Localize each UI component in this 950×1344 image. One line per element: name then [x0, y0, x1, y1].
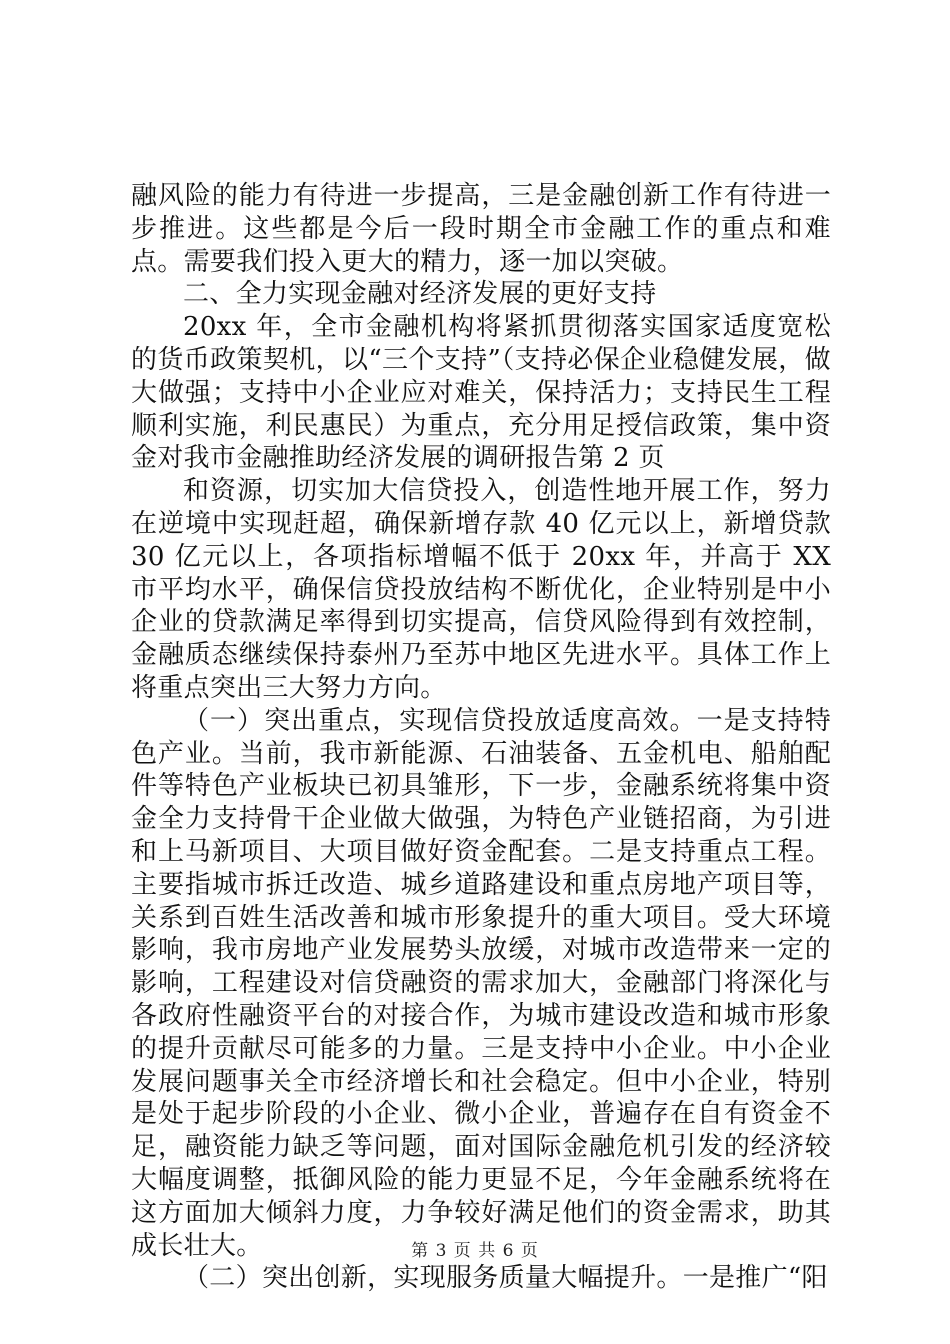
page-footer: 第 3 页 共 6 页	[411, 1241, 539, 1261]
paragraph-key-focus: （一）突出重点，实现信贷投放适度高效。一是支持特色产业。当前，我市新能源、石油装备、五金机电、船舶配件等特色产业板块已初具雏形，下一步，金融系统将集中资金全力支持骨干企业做大做强，为特色产业链招商，为引进和上马新项目、大项目做好资金配套。二是支持重点工程。主要指城市拆迁改造、城乡道路建设和重点房地产项目等，关系到百姓生活改善和城市形象提升的重大项目。受大环境影响，我市房地产业发展势头放缓，对城市改造带来一定的影响，工程建设对信贷融资的需求加大，金融部门将深化与各政府性融资平台的对接合作，为城市建设改造和城市形象的提升贡献尽可能多的力量。三是支持中小企业。中小企业发展问题事关全市经济增长和社会稳定。但中小企业，特别是处于起步阶段的小企业、微小企业，普遍存在自有资金不足，融资能力缺乏等问题，面对国际金融危机引发的经济较大幅度调整，抵御风险的能力更显不足，今年金融系统将在这方面加大倾斜力度，力争较好满足他们的资金需求，助其成长壮大。	[131, 705, 831, 1261]
paragraph-targets: 和资源，切实加大信贷投入，创造性地开展工作，努力在逆境中实现赶超，确保新增存款 40 亿元以上，新增贷款 30 亿元以上，各项指标增幅不低于 20xx 年，并高于 XX 市平均水平，确保信贷投放结构不断优化，企业特别是中小企业的贷款满足率得到切实提高，信贷风险得到有效控制，金融质态继续保持泰州乃至苏中地区先进水平。具体工作上将重点突出三大努力方向。	[131, 476, 831, 703]
paragraph-continuation: 融风险的能力有待进一步提高，三是金融创新工作有待进一步推进。这些都是今后一段时期全市金融工作的重点和难点。需要我们投入更大的精力，逐一加以突破。	[131, 181, 831, 277]
paragraph-innovation: （二）突出创新，实现服务质量大幅提升。一是推广“阳	[183, 1263, 828, 1294]
paragraph-plan-intro: 20xx 年，全市金融机构将紧抓贯彻落实国家适度宽松的货币政策契机，以“三个支持”（支持必保企业稳健发展，做大做强；支持中小企业应对难关，保持活力；支持民生工程顺利实施，利民惠民）为重点，充分用足授信政策，集中资金对我市金融推助经济发展的调研报告第 2 页	[131, 312, 831, 474]
document-body	[131, 180, 831, 1295]
section-heading: 二、全力实现金融对经济发展的更好支持	[183, 279, 657, 310]
